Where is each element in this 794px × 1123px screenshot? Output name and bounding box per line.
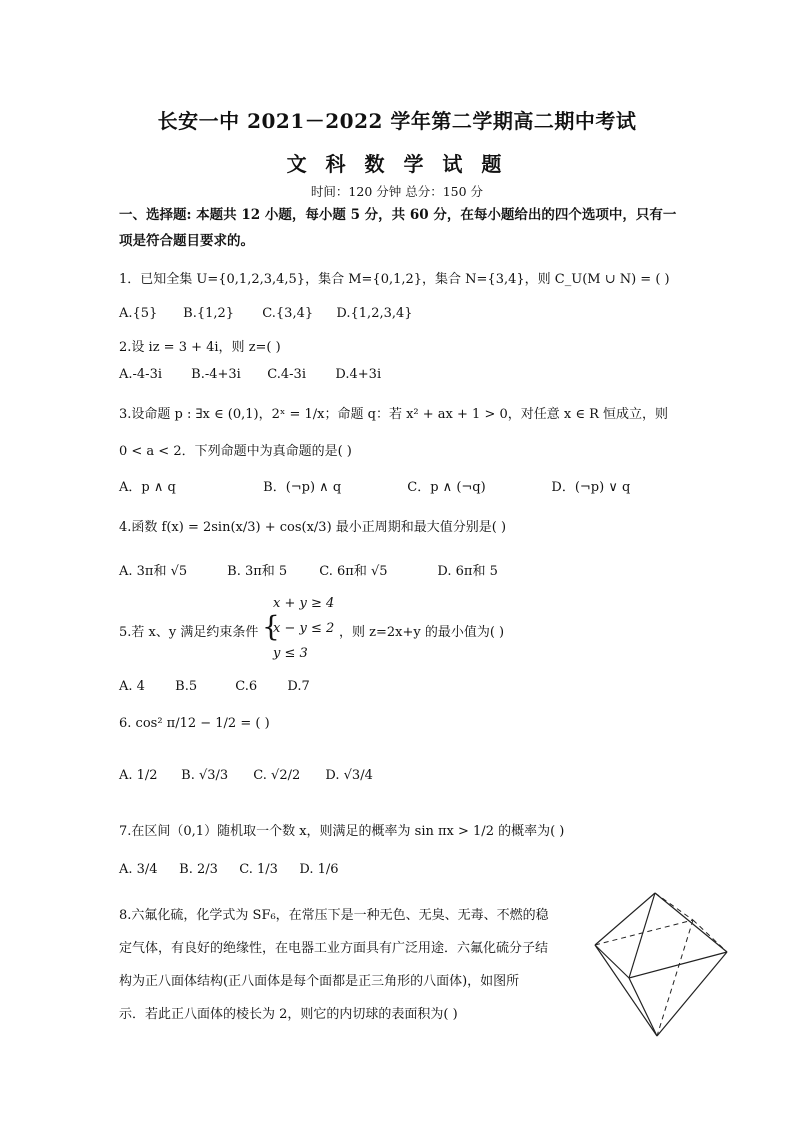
option-c: C.6	[235, 679, 258, 694]
option-a: A．p ∧ q	[119, 480, 176, 495]
option-b: B. 2/3	[179, 862, 218, 877]
option-a: A. 1/2	[119, 768, 158, 783]
question-2-stem: 2.设 iz = 3 + 4i，则 z=( )	[119, 340, 281, 355]
option-b: B.5	[175, 679, 198, 694]
option-b: B．(¬p) ∧ q	[263, 480, 342, 495]
option-d: D. 6π和 5	[437, 564, 498, 579]
question-1-options	[119, 306, 413, 321]
exam-meta: 时间：120 分钟 总分：150 分	[310, 184, 484, 199]
brace: {	[262, 610, 280, 643]
question-6-options	[119, 768, 373, 783]
option-d: D.4+3i	[335, 367, 382, 382]
option-d: D. √3/4	[325, 768, 373, 783]
option-d: D．(¬p) ∨ q	[551, 480, 631, 495]
option-c: C. 1/3	[239, 862, 278, 877]
question-5-prefix: 5.若 x、y 满足约束条件	[119, 625, 259, 640]
question-8-line4: 示．若此正八面体的棱长为 2，则它的内切球的表面积为( )	[119, 1007, 458, 1022]
octahedron-figure	[592, 890, 732, 1040]
option-c: C．p ∧ (¬q)	[407, 480, 486, 495]
option-c: C. 6π和 √5	[319, 564, 388, 579]
question-6-stem: 6. cos² π/12 − 1/2 = ( )	[119, 716, 270, 731]
option-d: D. 1/6	[299, 862, 339, 877]
option-c: C. √2/2	[253, 768, 301, 783]
question-8-line2: 定气体，有良好的绝缘性，在电器工业方面具有广泛用途．六氟化硫分子结	[119, 941, 549, 956]
option-a: A. 4	[119, 679, 145, 694]
exam-title: 长安一中 2021－2022 学年第二学期高二期中考试	[157, 109, 637, 133]
question-3-options	[119, 476, 630, 495]
option-a: A.-4-3i	[119, 367, 163, 382]
question-8-line3: 构为正八面体结构(正八面体是每个面都是正三角形的八面体)，如图所	[119, 974, 520, 989]
section-heading-line1: 一、选择题: 本题共 12 小题，每小题 5 分，共 60 分，在每小题给出的四个选项中，只有一	[119, 207, 677, 223]
question-7-stem: 7.在区间（0,1）随机取一个数 x，则满足的概率为 sin πx > 1/2 的概率为( )	[119, 824, 565, 839]
question-5-options	[119, 679, 310, 694]
constraint-3: y ≤ 3	[273, 646, 308, 661]
option-a: A. 3π和 √5	[119, 564, 188, 579]
option-b: B. 3π和 5	[227, 564, 288, 579]
section-heading-line2: 项是符合题目要求的。	[119, 233, 254, 249]
question-5-suffix: ，则 z=2x+y 的最小值为( )	[339, 625, 505, 640]
option-d: D.7	[287, 679, 310, 694]
option-a: A.{5}	[119, 306, 158, 321]
question-3-stem-line2: 0 < a < 2．下列命题中为真命题的是( )	[119, 444, 352, 459]
question-3-stem-line1: 3.设命题 p : ∃x ∈ (0,1)，2ˣ = 1/x；命题 q：若 x² + ax + 1 > 0，对任意 x ∈ R 恒成立，则	[119, 407, 669, 422]
exam-subtitle: 文 科 数 学 试 题	[286, 152, 508, 176]
question-4-options	[119, 560, 498, 579]
option-d: D.{1,2,3,4}	[336, 306, 413, 321]
question-2-options	[119, 367, 381, 382]
question-8-line1: 8.六氟化硫，化学式为 SF₆，在常压下是一种无色、无臭、无毒、不燃的稳	[119, 908, 549, 923]
question-7-options	[119, 862, 339, 877]
question-1-stem: 1．已知全集 U={0,1,2,3,4,5}，集合 M={0,1,2}，集合 N={3,4}，则 C_U(M ∪ N) = ( )	[119, 272, 670, 287]
question-4-stem: 4.函数 f(x) = 2sin(x/3) + cos(x/3) 最小正周期和最大值分别是( )	[119, 520, 507, 535]
option-b: B.{1,2}	[183, 306, 235, 321]
option-a: A. 3/4	[119, 862, 158, 877]
option-b: B. √3/3	[181, 768, 229, 783]
option-c: C.4-3i	[267, 367, 306, 382]
option-c: C.{3,4}	[262, 306, 314, 321]
option-b: B.-4+3i	[191, 367, 241, 382]
constraint-2: x − y ≤ 2	[273, 621, 335, 636]
constraint-1: x + y ≥ 4	[273, 596, 335, 611]
